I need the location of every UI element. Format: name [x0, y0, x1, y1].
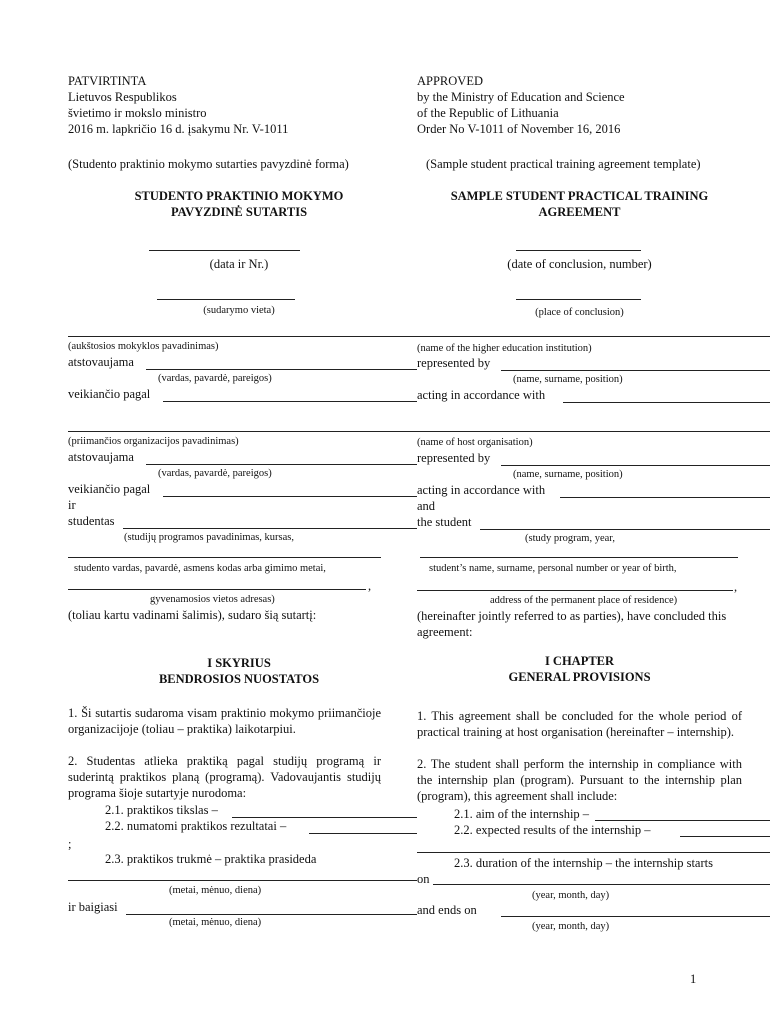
person-label: (vardas, pavardė, pareigos): [158, 373, 272, 384]
student-id-blank-line: [68, 557, 381, 558]
host-blank-line: [417, 431, 770, 432]
and-label: ir: [68, 498, 76, 512]
paragraph-2-1: 2.1. praktikos tikslas –: [105, 803, 218, 817]
paragraph-2-3: 2.3. praktikos trukmė – praktika prasideda: [105, 852, 317, 866]
study-program-label: (studijų programos pavadinimas, kursas,: [124, 532, 295, 543]
parties-text: (toliau kartu vadinami šalimis), sudaro šią sutartį:: [68, 608, 317, 622]
host-label: (priimančios organizacijos pavadinimas): [68, 436, 239, 447]
hei-label: (name of the higher education institution): [417, 343, 592, 354]
comma: ,: [368, 579, 372, 593]
represented-label: represented by: [417, 451, 491, 465]
title-line: STUDENTO PRAKTINIO MOKYMO: [134, 189, 344, 203]
acting-label: veikiančio pagal: [68, 387, 151, 401]
form-note: (Sample student practical training agreement template): [426, 157, 701, 171]
date-blank-line: [516, 250, 641, 251]
place-blank-line: [516, 299, 641, 300]
date-label: (data ir Nr.): [209, 257, 269, 271]
paragraph-2-1: 2.1. aim of the internship –: [454, 807, 590, 821]
student-label: the student: [417, 515, 472, 529]
ends-label: and ends on: [417, 903, 477, 917]
approval-line: by the Ministry of Education and Science: [417, 90, 625, 104]
approval-line: Order No V-1011 of November 16, 2016: [417, 122, 621, 136]
page-number: 1: [690, 972, 697, 986]
date-format-label: (metai, mėnuo, diena): [169, 885, 262, 896]
acting-blank-line: [163, 401, 417, 402]
approval-line: 2016 m. lapkričio 16 d. įsakymu Nr. V-1011: [68, 122, 289, 136]
parties-text: (hereinafter jointly referred to as parties), have concluded this agreement:: [417, 609, 727, 639]
date-label: (date of conclusion, number): [507, 257, 652, 271]
acting-blank-line: [560, 497, 770, 498]
paragraph-2-2: 2.2. expected results of the internship –: [454, 823, 651, 837]
place-blank-line: [157, 299, 295, 300]
results-blank-line: [309, 833, 417, 834]
acting-blank-line: [163, 496, 417, 497]
title-line: AGREEMENT: [538, 205, 621, 219]
acting-label: veikiančio pagal: [68, 482, 151, 496]
end-date-blank-line: [126, 914, 417, 915]
chapter-title: GENERAL PROVISIONS: [508, 670, 651, 684]
form-note: (Studento praktinio mokymo sutarties pavyzdinė forma): [68, 157, 349, 171]
residence-blank-line: [417, 590, 733, 591]
paragraph-2: 2. Studentas atlieka praktiką pagal studijų programą ir suderintą praktikos planą (programą). Vadovaujantis studijų programa šioje sutartyje nurodoma:: [68, 754, 381, 800]
student-id-label: student’s name, surname, personal number or year of birth,: [429, 563, 677, 574]
represented-blank-line: [501, 465, 770, 466]
date-format-label: (metai, mėnuo, diena): [169, 917, 262, 928]
approval-line: of the Republic of Lithuania: [417, 106, 559, 120]
place-label: (sudarymo vieta): [203, 305, 275, 316]
aim-blank-line: [595, 820, 770, 821]
title-line: PAVYZDINĖ SUTARTIS: [170, 205, 308, 219]
represented-label: atstovaujama: [68, 355, 134, 369]
approval-line: APPROVED: [417, 74, 483, 88]
hei-blank-line: [68, 336, 417, 337]
ends-label: ir baigiasi: [68, 900, 118, 914]
approval-line: PATVIRTINTA: [68, 74, 147, 88]
date-blank-line: [149, 250, 300, 251]
represented-blank-line: [146, 369, 417, 370]
document-title: [417, 188, 742, 220]
represented-label: represented by: [417, 356, 491, 370]
approval-line: švietimo ir mokslo ministro: [68, 106, 207, 120]
semicolon: ;: [68, 837, 72, 851]
place-label: (place of conclusion): [535, 307, 624, 318]
paragraph-2-2: 2.2. numatomi praktikos rezultatai –: [105, 819, 287, 833]
paragraph-1: 1. This agreement shall be concluded for the whole period of practical training at host organisation (hereinafter – internship).: [417, 709, 742, 739]
paragraph-2-3: 2.3. duration of the internship – the internship starts: [454, 856, 713, 870]
start-date-blank-line: [68, 880, 417, 881]
host-blank-line: [68, 431, 417, 432]
student-blank-line: [480, 529, 770, 530]
chapter-number: I CHAPTER: [544, 654, 615, 668]
represented-blank-line: [501, 370, 770, 371]
student-id-blank-line: [420, 557, 738, 558]
person-label: (vardas, pavardė, pareigos): [158, 468, 272, 479]
person-label: (name, surname, position): [513, 469, 623, 480]
hei-label: (aukštosios mokyklos pavadinimas): [68, 341, 219, 352]
chapter-number: I SKYRIUS: [207, 656, 271, 670]
date-format-label: (year, month, day): [532, 921, 610, 932]
title-line: SAMPLE STUDENT PRACTICAL TRAINING: [450, 189, 709, 203]
approval-line: Lietuvos Respublikos: [68, 90, 177, 104]
residence-label: gyvenamosios vietos adresas): [150, 594, 275, 605]
comma: ,: [734, 580, 738, 594]
student-id-label: studento vardas, pavardė, asmens kodas arba gimimo metai,: [74, 563, 326, 574]
paragraph-2: 2. The student shall perform the internship in compliance with the internship plan (program). Pursuant to the internship plan (program), this agreement shall include:: [417, 757, 742, 803]
approval-block: [68, 73, 288, 137]
results-blank-line: [680, 836, 770, 837]
chapter-heading: [417, 653, 742, 685]
on-label: on: [417, 872, 430, 886]
hei-blank-line: [417, 336, 770, 337]
document-title: [68, 188, 410, 220]
and-label: and: [417, 499, 436, 513]
represented-blank-line: [146, 464, 417, 465]
results-continuation-line: [417, 852, 770, 853]
student-label: studentas: [68, 514, 115, 528]
residence-label: address of the permanent place of residence): [490, 595, 678, 606]
acting-label: acting in accordance with: [417, 483, 546, 497]
date-format-label: (year, month, day): [532, 890, 610, 901]
acting-label: acting in accordance with: [417, 388, 546, 402]
residence-blank-line: [68, 589, 366, 590]
paragraph-1: 1. Ši sutartis sudaroma visam praktinio mokymo priimančioje organizacijoje (toliau – praktika) laikotarpiui.: [68, 706, 381, 736]
student-blank-line: [123, 528, 417, 529]
represented-label: atstovaujama: [68, 450, 134, 464]
start-date-blank-line: [433, 884, 770, 885]
end-date-blank-line: [501, 916, 770, 917]
chapter-title: BENDROSIOS NUOSTATOS: [158, 672, 320, 686]
acting-blank-line: [563, 402, 770, 403]
study-program-label: (study program, year,: [525, 533, 615, 544]
host-label: (name of host organisation): [417, 437, 533, 448]
approval-block: [417, 73, 625, 137]
person-label: (name, surname, position): [513, 374, 623, 385]
chapter-heading: [68, 655, 410, 687]
